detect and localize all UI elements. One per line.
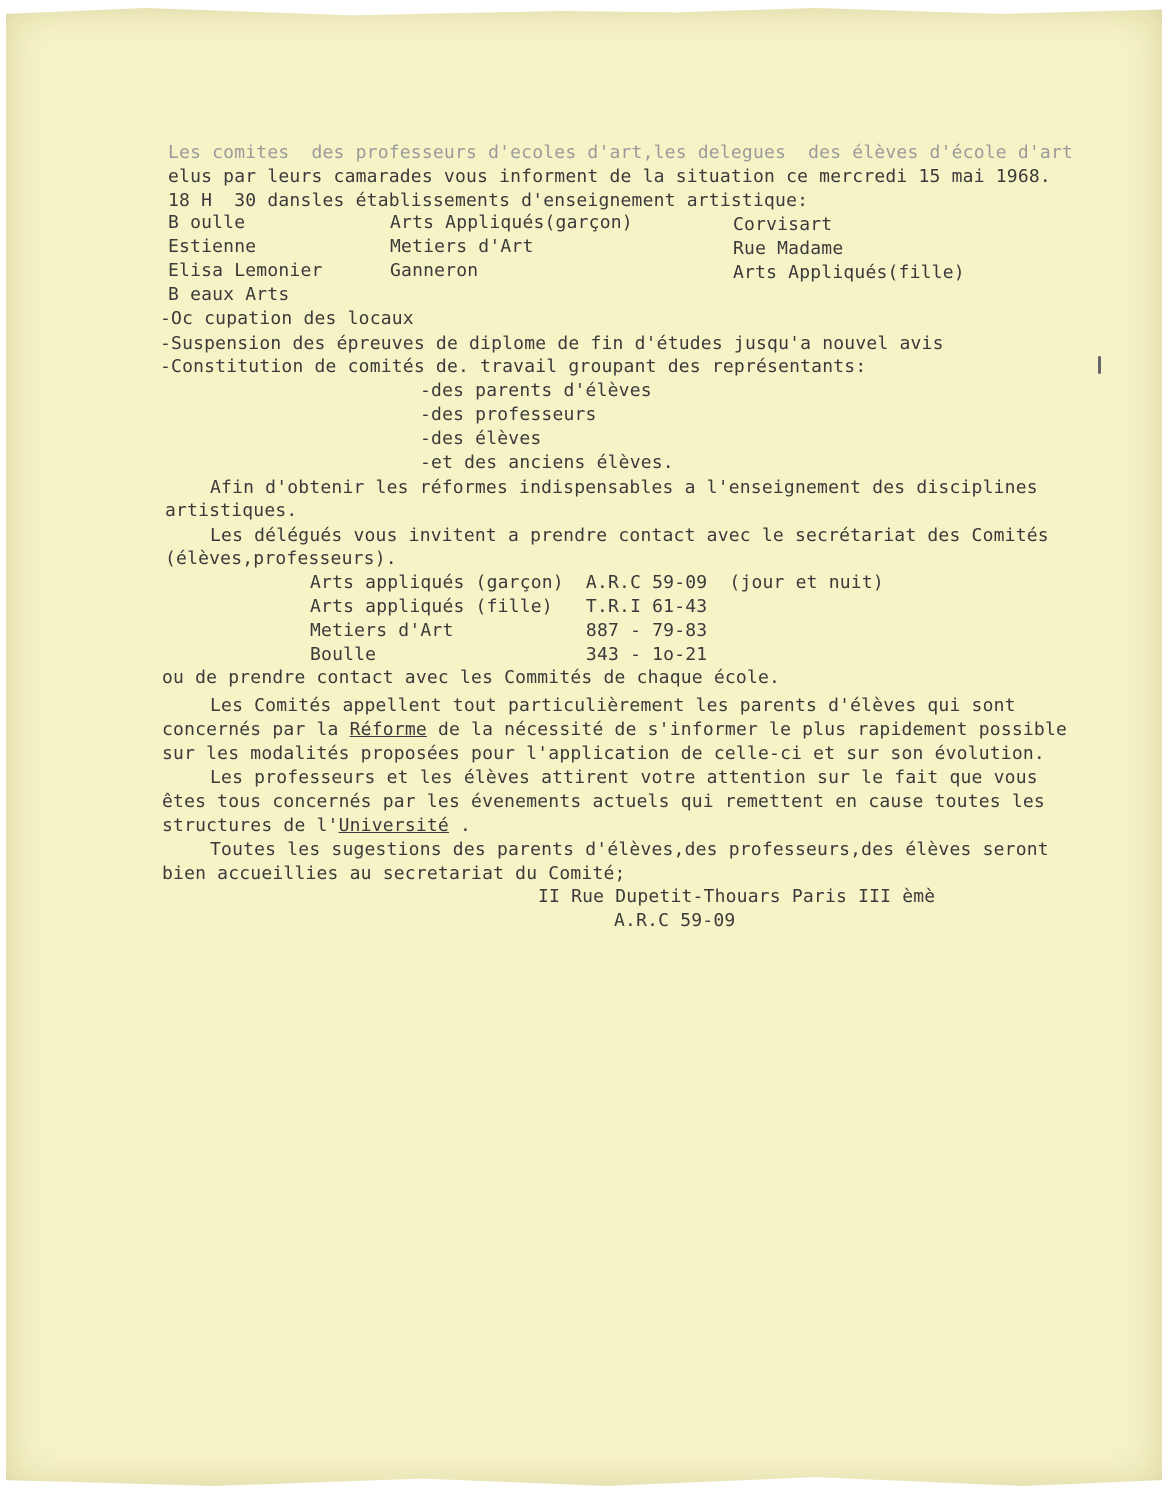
text-line: Elisa Lemonier (168, 260, 323, 281)
text-line: Les délégués vous invitent a prendre contact avec le secrétariat des Comités (210, 525, 1049, 546)
text-line: -des professeurs (420, 404, 597, 425)
text-line: Les professeurs et les élèves attirent votre attention sur le fait que vous (210, 767, 1038, 788)
text-line: ou de prendre contact avec les Commités de chaque école. (162, 667, 781, 688)
text-line: Afin d'obtenir les réformes indispensables a l'enseignement des disciplines (210, 477, 1038, 498)
text-line: Arts appliqués (fille) T.R.I 61-43 (310, 596, 708, 617)
margin-mark (1098, 356, 1101, 374)
text-line: B eaux Arts (168, 284, 290, 305)
text-line: 18 H 30 dansles établissements d'enseignement artistique: (168, 190, 809, 211)
text-line: Les comites des professeurs d'ecoles d'art,les delegues des élèves d'école d'art (168, 142, 1074, 163)
text-line: êtes tous concernés par les évenements actuels qui remettent en cause toutes les (162, 791, 1045, 812)
text-line: Les Comités appellent tout particulièrement les parents d'élèves qui sont (210, 695, 1016, 716)
text-line: -des élèves (420, 428, 542, 449)
text-line: -Suspension des épreuves de diplome de fin d'études jusqu'a nouvel avis (160, 333, 944, 354)
text-line: -Oc cupation des locaux (160, 308, 414, 329)
text-line: Ganneron (390, 260, 479, 281)
text-line: Corvisart (733, 214, 833, 235)
underlined-word: Université (338, 815, 449, 836)
text-line: Boulle 343 - 1o-21 (310, 644, 708, 665)
text-line: Arts Appliqués(garçon) (390, 212, 633, 233)
underlined-word: Réforme (349, 719, 427, 740)
text-line: -des parents d'élèves (420, 380, 652, 401)
text-line: Metiers d'Art (390, 236, 534, 257)
text-line: Estienne (168, 236, 257, 257)
text-line: Toutes les sugestions des parents d'élèves,des professeurs,des élèves seront (210, 839, 1049, 860)
text-line: concernés par la Réforme de la nécessité de s'informer le plus rapidement possible (162, 719, 1068, 740)
text-line: Arts appliqués (garçon) A.R.C 59-09 (jour et nuit) (310, 572, 884, 593)
text-line: -et des anciens élèves. (420, 452, 674, 473)
text-line: II Rue Dupetit-Thouars Paris III èmè (538, 886, 936, 907)
text-line: elus par leurs camarades vous informent de la situation ce mercredi 15 mai 1968. (168, 166, 1051, 187)
text-line: B oulle (168, 212, 246, 233)
text-line: structures de l'Université . (162, 815, 472, 836)
text-line: bien accueillies au secretariat du Comité; (162, 863, 626, 884)
text-line: -Constitution de comités de. travail groupant des représentants: (160, 356, 867, 377)
text-line: sur les modalités proposées pour l'application de celle-ci et sur son évolution. (162, 743, 1045, 764)
text-line: A.R.C 59-09 (614, 910, 736, 931)
text-line: artistiques. (165, 500, 298, 521)
text-line: (élèves,professeurs). (165, 548, 397, 569)
text-line: Metiers d'Art 887 - 79-83 (310, 620, 708, 641)
text-line: Rue Madame (733, 238, 844, 259)
text-line: Arts Appliqués(fille) (733, 262, 965, 283)
